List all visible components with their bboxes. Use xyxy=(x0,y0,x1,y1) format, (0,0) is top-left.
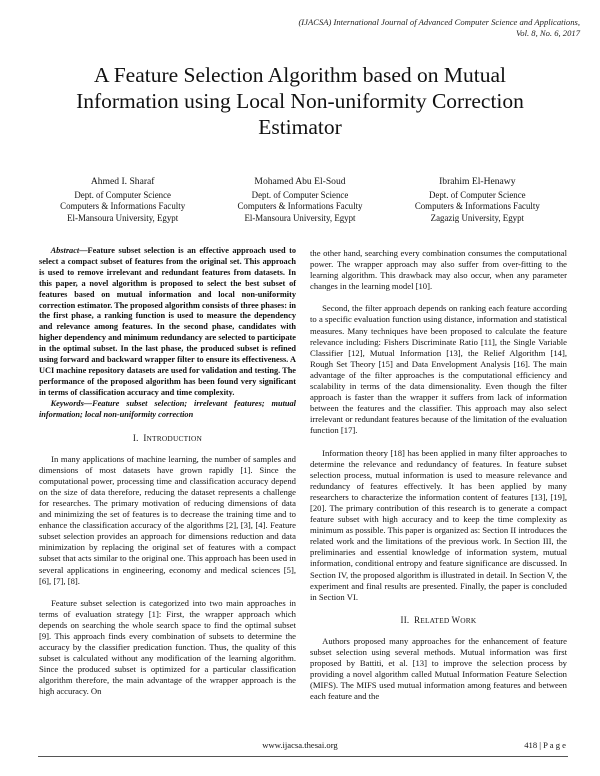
section-title-initial: W xyxy=(451,614,461,625)
author-faculty: Computers & Informations Faculty xyxy=(60,201,186,211)
author-affiliation: El-Mansoura University, Egypt xyxy=(67,212,179,223)
journal-name: (IJACSA) International Journal of Advanced Computer Science and Applications, xyxy=(298,17,580,27)
right-paragraph-2: Second, the filter approach depends on ranking each feature according to a specific evaluation function using distance, information and statistical measures. Many techniques have been proposed to calculate the feature relevance including: Fishers Discriminate Ratio [11], the Single Variable Classifier [12], Mutual Information [13], the Relief Algorithm [14], Rough Set Theory [15] and Data Envelopment Analysis [16]. The main advantage of the filter approaches is the computational efficiency and scalability in terms of the data dimensionality. Even though the filter approach is faster than the wrapper it suffers from lack of information between the features and the classifier. This approach may also select irrelevant or redundant features because of the limitation of the evaluation function [17]. xyxy=(310,303,567,436)
author-faculty: Computers & Informations Faculty xyxy=(237,201,363,211)
title-line-3: Estimator xyxy=(258,115,342,139)
abstract xyxy=(39,246,296,399)
section-number: II. xyxy=(400,614,410,625)
author-3 xyxy=(389,176,566,224)
title-line-2: Information using Local Non-uniformity Correction xyxy=(76,89,524,113)
author-1 xyxy=(34,176,211,224)
keywords: Keywords—Feature subset selection; irrelevant features; mutual information; local non-uniformity correction xyxy=(39,398,296,419)
section-title-initial: I xyxy=(143,432,147,443)
right-paragraph-3: Information theory [18] has been applied in many filter approaches to determine the relevance and redundancy of features. In feature subset selection process, mutual information is used to measure relevance and redundancy of features effectively. It has been applied by many researchers to characterize the information content of features [13], [19], [20]. The primary contribution of this research is to generate a compact feature subset with high accuracy and to keep the time complexity as minimum as possible. This paper is organized as: Section II introduces the related work and the limitations of the previous work. In Section III, the preliminaries and essential knowledge of information system, mutual information, conditional entropy and feature significance are discussed. In Section IV, the proposed algorithm is illustrated in detail. In Section V, the experiment and final results are presented. Finally, the paper is concluded in Section VI. xyxy=(310,447,567,602)
section-heading-related-work xyxy=(310,615,567,626)
section-title-rest: NTRODUCTION xyxy=(146,433,203,443)
author-faculty: Computers & Informations Faculty xyxy=(414,201,540,211)
left-column xyxy=(39,246,296,698)
intro-paragraph-2: Feature subset selection is categorized into two main approaches in terms of evaluation strategy [1]: First, the wrapper approach which depends on searching the whole search space to find the optimal subset [9]. This approach finds every combination of subsets to determine the accuracy by the classifier predication function. Thus, the quality of this subset is calculated without any modification of the learning algorithm. Since the produced subset is optimized for a particular classification algorithm therefore, the main advantage of the wrapper approach is the high accuracy. On xyxy=(39,597,296,697)
section-title-initial: R xyxy=(414,614,421,625)
author-block xyxy=(34,176,566,224)
footer-divider xyxy=(38,756,568,757)
page-number: 418 | P a g e xyxy=(524,740,566,750)
abstract-text: —Feature subset selection is an effective approach used to select a compact subset of features from the original set. This approach is used to remove irrelevant and redundant features from datasets. In this paper, a novel algorithm is proposed to select the best subset of features based on mutual information and local non-uniformity correction estimator. The proposed algorithm consists of three phases: in the first phase, a ranking function is used to measure the dependency and relevance among features. In the second phase, candidates with higher dependency and minimum redundancy are selected to participate in the optimal subset. In the last phase, the produced subset is refined using forward and backward wrapper filter to ensure its effectiveness. A UCI machine repository datasets are used for validation and testing. The performance of the proposed algorithm has been found very significant in terms of classification accuracy and time complexity. xyxy=(39,246,296,397)
author-name: Ahmed I. Sharaf xyxy=(90,176,155,187)
abstract-lead: Abstract xyxy=(50,246,80,255)
author-dept: Dept. of Computer Science xyxy=(251,189,349,200)
section-heading-introduction xyxy=(39,433,296,444)
author-dept: Dept. of Computer Science xyxy=(429,189,526,200)
journal-volume: Vol. 8, No. 6, 2017 xyxy=(516,28,580,38)
author-name: Mohamed Abu El-Soud xyxy=(254,176,346,187)
related-work-paragraph-1: Authors proposed many approaches for the enhancement of feature subset selection using several methods. Mutual information was first proposed by Battiti, et al. [13] to improve the selection process by providing a novel algorithm called Mutual Information Feature Selection (MIFS). The MIFS used mutual information among features and between each feature and the xyxy=(310,635,567,702)
author-affiliation: El-Mansoura University, Egypt xyxy=(244,212,356,223)
right-column xyxy=(310,248,567,702)
title-line-1: A Feature Selection Algorithm based on Mutual xyxy=(93,63,507,87)
footer-url: www.ijacsa.thesai.org xyxy=(262,740,338,750)
paper-title xyxy=(40,62,560,140)
section-title-rest: ORK xyxy=(460,615,477,625)
author-affiliation: Zagazig University, Egypt xyxy=(430,212,524,223)
journal-header xyxy=(200,17,580,39)
author-name: Ibrahim El-Henawy xyxy=(439,176,516,187)
right-paragraph-1: the other hand, searching every combination consumes the computational power. The wrapper approach may also suffer from over-fitting to the learning algorithm. This drawback may also occur, when any parameter changes in the learning model [10]. xyxy=(310,248,567,292)
intro-paragraph-1: In many applications of machine learning, the number of samples and dimensions of most datasets have grown rapidly [1]. Since the computational power, processing time and classification accuracy depend on the size of data therefore, reducing the dataset represents a challenge for researches. The primary motivation of reducing dimensions of data and minimizing the set of features is to decrease the training time and to enhance the classification accuracy of the algorithms [2], [3], [4]. Feature subset selection provides an approach for dimensions reduction and data minimization by replacing the original set of features with a compact subset that acts similar to the original one. This approach has been used in several applications in engineering, economy and medical sciences [5], [6], [7], [8]. xyxy=(39,453,296,586)
author-dept: Dept. of Computer Science xyxy=(74,189,171,200)
section-number: I. xyxy=(132,432,139,443)
section-title-rest: ELATED xyxy=(420,615,450,625)
author-2 xyxy=(211,176,388,224)
